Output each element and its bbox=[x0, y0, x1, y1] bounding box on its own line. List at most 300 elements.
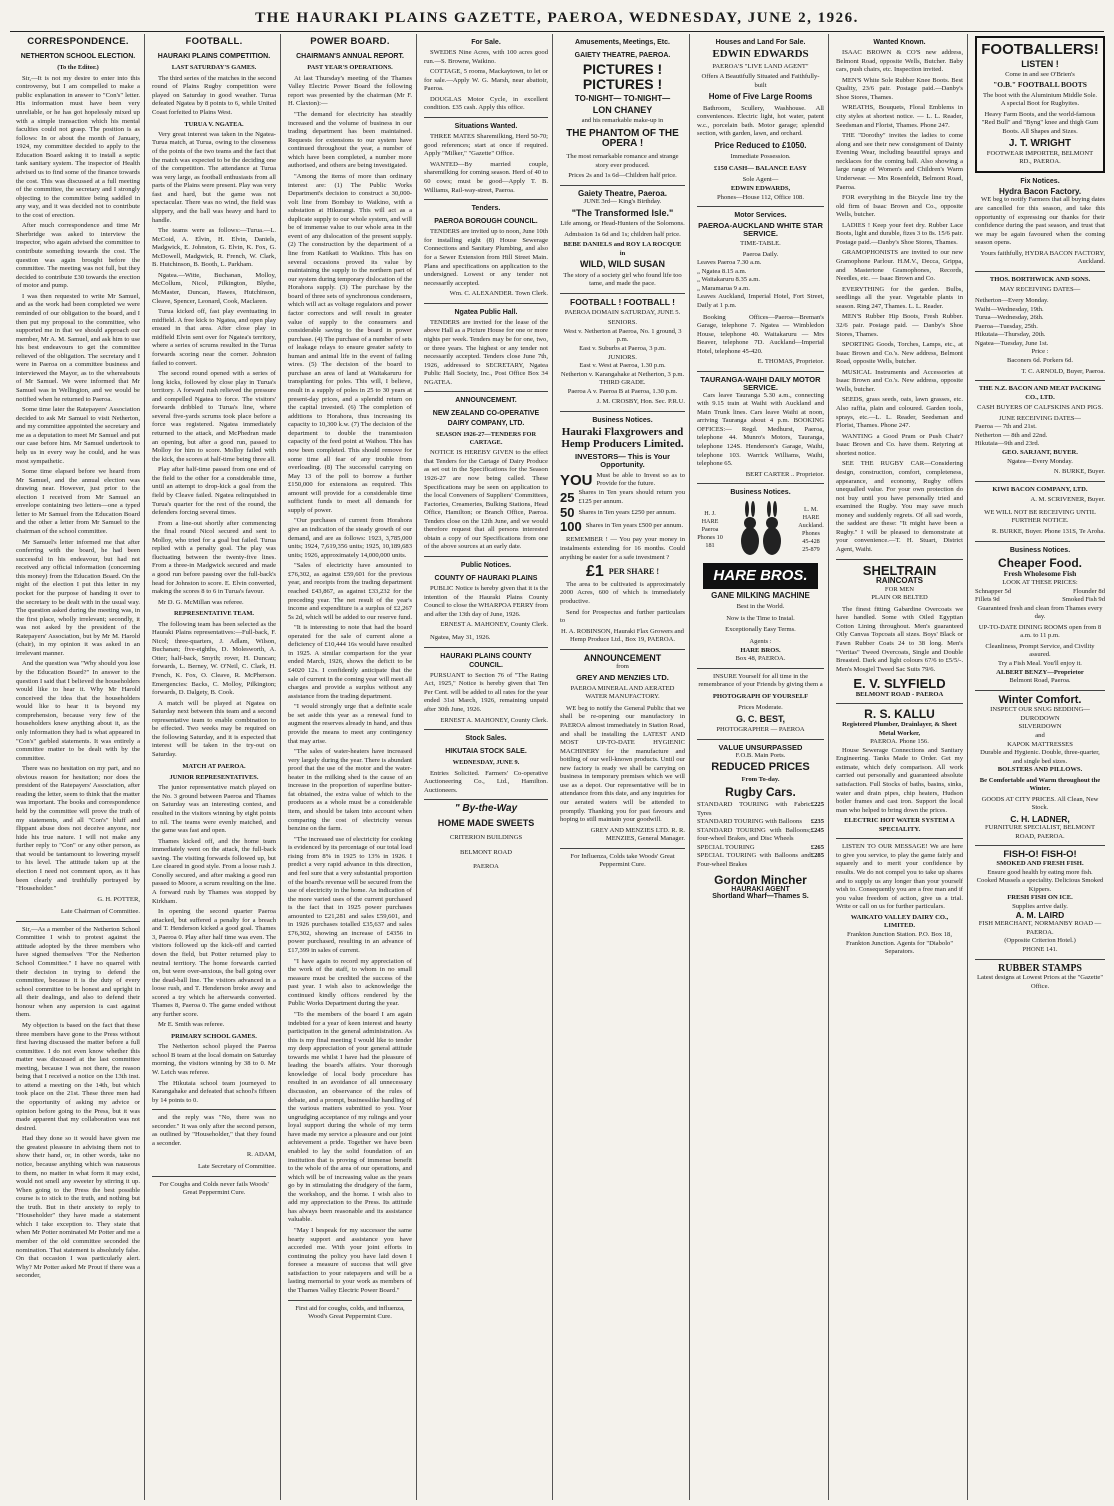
divider bbox=[424, 391, 548, 392]
notice-text: NOTICE IS HEREBY GIVEN to the effect that Tenders for the Cartage of Dairy Produce as set out in the Specifications for the Season 1926-27 are now being called. These Specifications may be seen on application to the local Conveners of Suppliers' Committees, Factories, Creameries, Bulking Stations, Head Office, Hamilton; or Branch Office, Paeroa. Tenders close on the 12th June, and we would therefore request that all persons interested obtain a copy of our Specifications from one of the above sources at an early date. bbox=[424, 449, 548, 551]
ad-title: LISTEN ! bbox=[1021, 58, 1059, 69]
classified-ad: ISAAC BROWN & CO'S new address, Belmont Road, opposite Wells, Butcher. Baby cars, push chairs, etc. Inspection invited. bbox=[836, 49, 963, 74]
classified-ad: WREATHS, Bouquets, Floral Emblems in city styles at shortest notice. — L. L. Reader, Seedsman and Florist, Thames. Phone 247. bbox=[836, 104, 963, 129]
ad-line: FOOTWEAR IMPORTER, BELMONT RD., PAEROA. bbox=[986, 149, 1094, 166]
ad-text: Cars leave Tauranga 5.30 a.m., connecting with 9.15 train at Waihi with Auckland and Main Trunk lines. Cars leave Waihi at noon, arriving Tauranga about 4 p.m. BOOKING OFFICES:— Regd. Medhurst, Paeroa, telephone 44. Munro's Motors, Tauranga, telephone 124S. Henderson's Garage, Waihi, telephone 103. Warrick Williams, Waihi, telephone 65. bbox=[697, 391, 824, 468]
divider bbox=[836, 838, 963, 839]
signature: T. C. ARNOLD, Buyer, Paeroa. bbox=[1021, 367, 1105, 375]
ad-line: HAURAKI AGENT bbox=[731, 886, 790, 894]
timetable-line: Leaves Auckland, Imperial Hotel, Fort Street, Daily at 1 p.m. bbox=[697, 293, 824, 309]
ad-text: WE beg to notify Farmers that all buying dates are cancelled for this season, and take this opportunity of expressing our thanks for their confidence during the past season, and trust that we may be again favoured when the coming season opens. bbox=[975, 196, 1105, 247]
article-title: CHAIRMAN'S ANNUAL REPORT. bbox=[296, 53, 404, 61]
divider bbox=[560, 848, 685, 849]
share-text: Shares in Ten years £250 per annum. bbox=[578, 508, 676, 516]
ad-title: "The Transformed Isle." bbox=[571, 207, 674, 218]
ad-title: Rugby Cars. bbox=[725, 785, 796, 800]
share-text: Shares in Ten years £500 per annum. bbox=[585, 522, 684, 530]
paragraph: Thames kicked off, and the home team immediately went on the attack, the full-back saving. The visiting forwards followed up, but Lee cleared in good style. From a loose rush J. Conolly secured, and after making a good run passed to Moore, a scrum resulting on the line. A forward rush by Thames was stopped by Kirkham. bbox=[152, 837, 276, 905]
ad-title: Hauraki Flaxgrowers and Hemp Producers Limited. bbox=[561, 426, 684, 450]
ad-line: PAEROA. Phone 156. bbox=[870, 738, 929, 746]
car-name: SPECIAL TOURING bbox=[697, 843, 755, 851]
paragraph: Mr D. G. McMillan was referee. bbox=[158, 598, 244, 606]
paragraph: "The sales of water-heaters have increased very largely during the year. There is abundant proof that the use of the motor and the water-heater in the milking shed is the cause of an increase in the proportion of superfine butter-fat obtained, the extra value of which to the producers as a whole must be a considerable item, and should be taken into account when comparing the cost of electricity versus benzine on the farm. bbox=[288, 748, 412, 833]
ad-line: UP-TO-DATE DINING ROOMS open from 8 a.m. to 11 p.m. bbox=[978, 623, 1102, 640]
car-row bbox=[697, 818, 824, 827]
signature: ERNEST A. MAHONEY, County Clerk. bbox=[440, 621, 548, 629]
fish-price-list bbox=[975, 588, 1105, 605]
share-text: Shares in Ten years should return you £125 per annum. bbox=[578, 489, 685, 505]
classified-ad: LADIES ! Keep your feet dry. Rubber Lace Boots, light and durable, fizes 3 to 8s. 15/6 pair. Postage paid.—Danby's Shoe Stores, Thames. bbox=[836, 221, 963, 246]
ad-line: PAEROA MINERAL AND AERATED WATER MANUFACTORY. bbox=[570, 684, 675, 701]
divider bbox=[424, 199, 548, 200]
ad-line: Offers A Beautifully Situated and Faithfully-built bbox=[701, 73, 820, 89]
ad-text: The finest fitting Gabardine Overcoats we have handled. Some with Oiled Egyptian Cotton Lining throughout. Men's guaranteed Oily Canvas Topcoats all sizes. Boys' Black or Fawn Rubber Coats 24 to 38 long. Men's "Veritas" Tweed Overcoats, Single and Double Breasted. Dark and light colours 67/6 to £5/5/-. Men's Mosgiel Tweed Sac Suits 79/6. bbox=[836, 605, 963, 673]
article-subtitle: REPRESENTATIVE TEAM. bbox=[174, 610, 254, 618]
classified-heading: Motor Services. bbox=[734, 212, 787, 220]
ad-text: Booking Offices—Paeroa—Breman's Garage, telephone 7. Ngatea — Wimbledon House, telephone 40. Waitakaruru — Mrs Beaver, telephone 7D. Auckland—Imperial Hotel, telephone 45-420. bbox=[697, 313, 824, 355]
fixture: Netherton v. Karangahake at Netherton, 3 p.m. bbox=[560, 370, 685, 378]
classified-heading: Tenders. bbox=[471, 205, 501, 213]
divider bbox=[152, 1176, 276, 1177]
classified-heading: Amusements, Meetings, Etc. bbox=[575, 39, 670, 46]
ad-line: Cleanliness, Prompt Service, and Civility assured. bbox=[985, 642, 1095, 659]
notice-subtitle: WEDNESDAY, JUNE 9. bbox=[452, 759, 520, 767]
paragraph: The third series of the matches in the second round of Plains Rugby competition were played on Saturday in good weather. Turua defeated Ngatea by 8 points to 6, while United Coast forfeited to Plains West. bbox=[152, 74, 276, 117]
ad-title: ANNOUNCEMENT bbox=[583, 652, 662, 663]
price: £1 bbox=[585, 563, 604, 581]
paragraph: Mr Samuel's letter informed me that after conferring with the board, he had been successful in his endeavour, but had not received any official information (concerning this money) from the Education Board. On the night of the election I put this letter in my pocket for the purpose of handing it over to the secretary to be dealt with in the usual way. The question asked during the meeting was, in the first place, wholly irrelevant; secondly, it was not asked by the president of the Ratepayers' Association, but by Mr M. Harold (chair), in my opinion it was asked in an irrelevant manner. bbox=[16, 538, 140, 657]
paragraph: Play after half-time passed from one end of the field to the other for a considerable time, until an attempt to drop-kick a goal from the field by Cleave failed. Ngatea relinquished in Turua's quarter for the rest of the round, the defenders forcing several times. bbox=[152, 466, 276, 517]
ad-line: F.O.B. Main Ports. bbox=[735, 751, 786, 759]
classified-ad: SWEDES Nine Acres, with 100 acres good run.—S. Browne, Waikino. bbox=[424, 49, 548, 65]
ad-title: RAINCOATS bbox=[876, 576, 923, 586]
price-unit: PER SHARE ! bbox=[608, 567, 660, 577]
timetable-line: „ Ngatea 8.15 a.m. bbox=[697, 267, 747, 275]
ad-line: Must be able to Invest so as to Provide for the future. bbox=[596, 471, 685, 488]
paragraph: The Hikutaia school team journeyed to Karangahake and defeated that school's fifteen by 14 points to 0. bbox=[152, 1079, 276, 1104]
ad-line: PAEROA'S "LIVE LAND AGENT" bbox=[712, 62, 809, 70]
notice-title: HIKUTAIA STOCK SALE. bbox=[445, 748, 527, 756]
classified-ad: SPORTING Goods, Torches, Lamps, etc., at Isaac Brown and Co.'s. New address, Belmont Road, opposite Wells, butcher. bbox=[836, 341, 963, 366]
classified-heading: Business Notices. bbox=[730, 489, 791, 497]
car-name: STANDARD TOURING with Fabric Tyres bbox=[697, 801, 811, 817]
fish-price: Flounder 8d bbox=[1072, 587, 1105, 595]
fish-price: Schnapper 5d bbox=[975, 587, 1012, 595]
paragraph: The teams were as follows:—Turua.—L. McCoid, A. Elvin, H. Elvin, Daniels, Madgwick, E. Johnston, G. Elvin, K. Fox, G. McDowell, Madgwick, R. French, W. Clark, B. Hutchinson, B. Booth, L. Parkham. bbox=[152, 227, 276, 269]
divider bbox=[975, 481, 1105, 482]
paragraph: The following team has been selected as the Hauraki Plains representatives:—Full-back, F. Nicol; three-quarters, J. Adlam, Wilson, Buchanan; five-eighths, D. Molesworth, A. Otter; half-back, Smyth; rover, H. Duncan; forwards, L. Berney, W. O'Neil, C. Clark, H. French, K. Fox, O. Cleave, R. McPherson. Emergencies: Backs, C. Molloy, Pilkington; forwards, D. Dalgety, B. Cook. bbox=[152, 620, 276, 697]
paragraph: My objection is based on the fact that these three members have gone to the Press without first having discussed the matter before a full committee. I do not even know whether this matter was discussed at the last committee meeting, because I was not there, the reason being that I received a notice on the 13th inst. to attend a meeting on the 14th, but which took place on the 21st. These three men had the opportunity of asking my advice or opinion before going to the Press, but it was made apparent that my collaboration was not desired. bbox=[16, 1021, 140, 1132]
divider bbox=[697, 371, 824, 372]
hare-bros-ad bbox=[697, 501, 824, 559]
paragraph: Ngatea.—Witte, Buchanan, Molloy, McCollum, Nicol, Pilkington, Blythe, McMaster, Duncan, Hawes, Hutchinson, Cleave, Spencer, Leonard, Cook, Maclaren. bbox=[152, 271, 276, 305]
signature: Yours faithfully, HYDRA BACON FACTORY, Auckland. bbox=[980, 249, 1105, 266]
ad-line: TIME-TABLE. bbox=[740, 240, 781, 248]
fish-row bbox=[975, 588, 1105, 597]
paragraph: and the reply was "No, there was no seconder." It was only after the second person, as outlined by "Householder," that they found a seconder. bbox=[152, 1114, 276, 1147]
paragraph: "I would strongly urge that a definite scale be set aside this year as a renewal fund to augment the reserves already in hand, and thus provide the means to meet any contingency that may arise. bbox=[288, 703, 412, 745]
ad-line: Ensure good health by eating more fish. bbox=[987, 868, 1093, 876]
ad-line: Ngatea—Every Monday. bbox=[1007, 457, 1073, 465]
ad-line: ALBERT BENZY—Proprietor bbox=[996, 668, 1084, 676]
paragraph: At last Thursday's meeting of the Thames Valley Electric Power Board the following report was presented by the chairman (Mr F. H. Claxton):— bbox=[288, 74, 412, 108]
classified-ad: EVERYTHING for the garden. Bulbs, seedlings all the year. Vegetable plants in season. Ring 247, Thames. L. L. Reader. bbox=[836, 285, 963, 310]
classified-ad: MUSICAL Instruments and Accessories at Isaac Brown and Co.'s. New address, opposite Wells, butcher. bbox=[836, 368, 963, 393]
notice-date: Ngatea, May 31, 1926. bbox=[430, 634, 491, 642]
ad-line: (Opposite Criterion Hotel.) bbox=[1004, 937, 1076, 945]
ad-title: WILD, WILD SUSAN bbox=[580, 259, 665, 270]
rabbit-icon bbox=[730, 501, 792, 559]
ad-line: INSPECT OUR SNUG BEDDING— bbox=[990, 706, 1090, 714]
ad-line: The most remarkable romance and strange story ever produced. bbox=[566, 152, 679, 169]
car-row bbox=[697, 801, 824, 818]
car-name: STANDARD TOURING with Balloons; four-wheel Brakes, and Disc Wheels bbox=[697, 826, 811, 843]
classified-ad: FOR everything in the Bicycle line try the old firm of Isaac Brown and Co., opposite Wells, butcher. bbox=[836, 194, 963, 219]
article-subtitle: (To the Editor.) bbox=[57, 64, 99, 72]
ad-text: LISTEN TO OUR MESSAGE! We are here to give you service, to play the game fairly and squarely and to merit your confidence by results. We do not compel you to take up shares and to supply us any longer than your yourself wish to. Consequently you are a free man and if you value freedom of action, give us a trial. Write or call on us for further particulars. bbox=[836, 843, 963, 911]
ad-title: TAURANGA-WAIHI DAILY MOTOR SERVICE. bbox=[700, 374, 821, 392]
ad-line: From To-day. bbox=[741, 775, 780, 783]
column-power-board bbox=[284, 34, 417, 1500]
ad-line: Come in and see O'Brien's bbox=[1005, 71, 1075, 79]
ad-title: Price Reduced to £1050. bbox=[714, 140, 807, 150]
fixture: SENIORS. bbox=[607, 319, 638, 327]
share-row bbox=[560, 520, 685, 534]
paragraph: After much correspondence and time Mr Sherbridge was asked to interview the inspector, who again advised the committee to contribute something towards the cost. The question was again brought before the committee. The meeting was not full, but they decided to contribute £30 towards the erection of motor and pump. bbox=[16, 222, 140, 290]
ad-line: EDWIN EDWARDS, bbox=[730, 185, 791, 193]
ad-title: PAEROA-AUCKLAND WHITE STAR SERVICE. bbox=[698, 221, 823, 239]
signature: GREY AND MENZIES LTD. R. R. MENZIES, General Manager. bbox=[590, 826, 685, 843]
date-line: Netherton—Every Monday. bbox=[975, 297, 1049, 305]
share-count: 50 bbox=[560, 505, 575, 521]
ad-line: FOR MEN bbox=[884, 585, 915, 593]
filler-ad: For Influenza, Colds take Woods' Great Peppermint Cure. bbox=[570, 852, 675, 869]
paragraph: There was no hesitation on my part, and no obvious reason for hesitation; nor does the president of the Ratepayers' Association, after reading the letter, seem to think that the matter was important. The books and correspondence held by the committee will prove the truth of my statements, and all "Con's" bluff and flippant abuse does not deceive anyone, nor hide his true nature. I will not make any further reply to "Con" or any other person, as that would be tantamount to lowering myself to his level. The attitude taken up at the election I need not comment upon, as it has been clearly and truthfully portrayed by "Householder." bbox=[16, 765, 140, 893]
ad-line: Durable and Hygienic. Double, three-quarter, and single bed sizes. bbox=[980, 749, 1100, 765]
ad-line: Frankton Junction Station. P.O. Box 18, Frankton Junction. Agents for "Diabolo" Separators. bbox=[845, 930, 954, 956]
column-wanted-known bbox=[832, 34, 968, 1500]
you-row bbox=[560, 472, 685, 489]
divider bbox=[424, 303, 548, 304]
ad-line: THE N.Z. BACON AND MEAT PACKING CO., LTD. bbox=[978, 385, 1102, 401]
ad-line: JUNE RECEIVING DATES— bbox=[998, 414, 1082, 422]
paragraph: In opening the second quarter Paeroa attacked, but suffered a penalty for a breach and T. Henderson kicked a good goal. Thames 3, Paeroa 0. Play after half time was even. The visitors followed up the kick-off and carried down the field, but Potter returned play to neutral territory. The home forwards carried on, but were over-anxious, the ball going over the dead-ball line. The visitors advanced in a loose rush, and T. Henderson broke away and scored a try which he afterwards converted. Thames 8, Paeroa 0. The game ended without any further score. bbox=[152, 908, 276, 1018]
ad-title: INVESTORS— This is Your Opportunity. bbox=[574, 452, 671, 470]
ad-line: H. A. ROBINSON, Hauraki Flax Growers and Hemp Produce Ltd., Box 19, PAEROA. bbox=[561, 627, 684, 644]
filler-ad: For Coughs and Colds never fails Woods' Great Peppermint Cure. bbox=[159, 1180, 269, 1197]
classified-heading: Fix Notices. bbox=[1020, 177, 1060, 185]
divider bbox=[697, 739, 824, 740]
ad-line: LOOK AT THESE PRICES: bbox=[1002, 578, 1078, 586]
ad-line: Prices 2s and 1s 6d—Children half price. bbox=[568, 172, 677, 180]
column-amusements bbox=[556, 34, 690, 1500]
signature-title: Late Secretary of Committee. bbox=[198, 1163, 276, 1171]
ad-line: MAY RECEIVING DATES— bbox=[999, 286, 1081, 294]
ad-line: PHONE 141. bbox=[1022, 946, 1058, 954]
paragraph: The Netherton school played the Paeroa school B team at the local domain on Saturday morning, the visitors winning by 38 to 0. Mr W. Leich was referee. bbox=[152, 1043, 276, 1077]
ad-title: FOOTBALL ! FOOTBALL ! bbox=[570, 296, 675, 307]
ad-line: and his remarkable make-up in bbox=[581, 117, 664, 125]
paragraph: Some time later the Ratepayers' Association decided to ask Mr Samuel to visit Netherton, and my committee appointed the secretary and me as a deputation to meet Mr Samuel and put our case before him. Mr Samuel undertook to help us in every way he could, and he was most sympathetic. bbox=[16, 406, 140, 465]
paragraph: "To the members of the board I am again indebted for a year of keen interest and hearty participation in the general administration. As this is my final meeting I would like to tender my deep appreciation of your general attitude towards me whilst I have had the pleasure of leading the board's affairs. Your thorough knowledge of local body procedure has resulted in an avoidance of all unnecessary discussion, an observance of the rules of debate, and a prompt, businesslike handling of the various matters submitted to you. Your ungrudging acceptance of my rulings and your loyal support during the whole of my term have made my service a pleasure and our joint achievement a pride. Together we have been enabled to lay the solid foundation of an institution that is proving of immense benefit to the whole of the area of our operations, and which will be of increasing value as the years go by in stimulating the drudgery of the farm, the workshop, and the home. I wish also to add my appreciation to the Press. Its attitude has always been reasonable and its assistance valuable. bbox=[288, 1010, 412, 1224]
paragraph: Some time elapsed before we heard from Mr Samuel, and the annual election was drawing near. However, just prior to the election I received from Mr Samuel an envelope containing two letters—one a typed letter to Mr Samuel from the Education Board and the other a letter from Mr Samuel to the chairman of the school committee. bbox=[16, 468, 140, 536]
fixture: Paeroa A v. Paeroa B at Paeroa, 1.30 p.m. bbox=[567, 387, 678, 395]
signature: G. H. POTTER, bbox=[97, 895, 140, 903]
share-count: 100 bbox=[560, 518, 582, 534]
divider bbox=[424, 117, 548, 118]
date-line: Hikutaia—Thursday, 20th. bbox=[975, 331, 1046, 339]
article-subtitle: PAST YEAR'S OPERATIONS. bbox=[307, 64, 393, 72]
ad-line: Be Comfortable and Warm throughout the Winter. bbox=[979, 776, 1101, 793]
divider bbox=[975, 271, 1105, 272]
column-football bbox=[148, 34, 281, 1500]
ad-line: Life among, or Head-Hunters of the Solomons. bbox=[560, 220, 685, 228]
paragraph: Sir,—As a member of the Netherton School Committee I wish to protest against the attitude adopted by the three members who have signed themselves "For the Netherton School Committee." I have no quarrel with their decision in trying to defend the committee, because it is the duty of every school committee to be honest and upright in all their dealings, and also to defend their honour when any aspersion is cast against them. bbox=[16, 925, 140, 1019]
signature: R. BURKE, Buyer. Phone 131S, Te Aroha. bbox=[991, 527, 1105, 535]
ad-line: Sole Agent— bbox=[742, 176, 779, 184]
divider bbox=[975, 541, 1105, 542]
classified-ad: SEEDS, grass seeds, oats, lawn grasses, etc. Also raffia, plain and coloured. Garden tools, sprays, etc.—L. L. Reader, Seedsman and Florist, Thames. Phone 247. bbox=[836, 396, 963, 430]
ad-line: BELMONT ROAD bbox=[459, 848, 513, 856]
ad-line: Supplies arrive daily. bbox=[1012, 902, 1068, 910]
column-classifieds bbox=[420, 34, 553, 1500]
classified-heading: For Sale. bbox=[471, 39, 501, 46]
ad-line: DURODOWN bbox=[1020, 714, 1060, 722]
ad-line: L. M. HARE Auckland. Phones 45-428 25-879 bbox=[798, 506, 824, 554]
date-line: Netherton — 8th and 22nd. bbox=[975, 431, 1048, 439]
column-land-motor bbox=[693, 34, 829, 1500]
ad-line: HARE BROS. bbox=[740, 646, 781, 654]
ad-line: H. J. HARE Paeroa Phones 10 181 bbox=[697, 510, 723, 550]
ad-line: from bbox=[616, 663, 629, 671]
ad-line: BEBE DANIELS and ROY LA ROCQUE in bbox=[563, 241, 682, 257]
ad-title: HOME MADE SWEETS bbox=[437, 817, 535, 828]
ad-line: WAIKATO VALLEY DAIRY CO., LIMITED. bbox=[850, 913, 949, 930]
ad-line: ELECTRIC HOT WATER SYSTEM A SPECIALITY. bbox=[844, 817, 955, 833]
article-subtitle: MATCH AT PAEROA. bbox=[182, 762, 246, 770]
notice-title: ANNOUNCEMENT. bbox=[455, 397, 517, 405]
divider bbox=[560, 411, 685, 412]
ad-title: GANE MILKING MACHINE bbox=[711, 590, 810, 600]
ad-title: EDWIN EDWARDS bbox=[712, 48, 809, 61]
timetable-line: „ Maramarua 9 a.m. bbox=[697, 284, 750, 292]
fixture: East v. West at Paeroa, 1.30 p.m. bbox=[579, 362, 666, 370]
article-subtitle: LAST SATURDAY'S GAMES. bbox=[171, 64, 257, 72]
fish-row bbox=[975, 596, 1105, 605]
ad-title: VALUE UNSURPASSED bbox=[718, 742, 803, 752]
paragraph: And the question was "Why should you lose by the Education Board?" In answer to the question I said that I believed the householders would like to hear it. Why Mr Harold conceived the idea that the householders would like to hear it is beyond my comprehension, because very few of the householders knew anything about it, as the only information they had is what appeared in "Con's" garbled statements. It was entirely a committee matter to be dealt with by the committee. bbox=[16, 660, 140, 762]
ad-title: R. S. KALLU bbox=[864, 707, 935, 722]
section-heading: POWER BOARD. bbox=[310, 36, 390, 47]
ad-line: The area to be cultivated is approximately 2000 Acres, 600 of which is immediately productive. bbox=[560, 580, 685, 606]
ad-line: PHOTOGRAPHER — PAEROA bbox=[716, 726, 805, 734]
paragraph: I was then requested to write Mr Samuel, and as the work had been completed we were reminded of our obligation to the board, and I then put my proposal to the committee, who supported me in that we should approach our member, Mr A. M. Samuel, and ask him to use his best endeavours to get the committee relieved of the obligation. The secretary and I were in Paeroa on a committee business and interviewed the Mayor, as to the whereabouts of Mr Samuel. We were informed that Mr Samuel was in Wellington, and we would be notified when he returned to Paeroa. bbox=[16, 292, 140, 403]
ad-text: House Sewerage Connections and Sanitary Engineering. Tanks Made to Order. Get my estimate, which defy comparison. All work carried out personally and guaranteed absolute satisfaction. Full Stocks of baths, basins, sinks, water and drain pipes, chip heaters, Hudson boiler frames and cast iron. Support the local man who helped to bring down the prices. bbox=[836, 746, 963, 814]
ad-line: PAEROA bbox=[473, 863, 499, 871]
notice-text: PUBLIC Notice is hereby given that it is the intention of the Hauraki Plains County Council to close the WHARPOA FERRY from and after the 13th day of June, 1926. bbox=[424, 585, 548, 618]
section-heading: CORRESPONDENCE. bbox=[27, 36, 129, 47]
section-heading: FOOTBALL. bbox=[185, 36, 243, 47]
signature: A. M. SCRIVENER, Buyer. bbox=[1030, 496, 1105, 504]
divider bbox=[560, 185, 685, 186]
ad-line: KIWI BACON COMPANY, LTD. bbox=[992, 485, 1088, 493]
article-subtitle: JUNIOR REPRESENTATIVES. bbox=[169, 773, 259, 781]
ad-line: "O.B." FOOTBALL BOOTS bbox=[993, 79, 1087, 89]
notice-title: NEW ZEALAND CO-OPERATIVE DAIRY COMPANY, LTD. bbox=[432, 410, 540, 427]
divider bbox=[16, 921, 140, 922]
ad-line: THOS. BORTHWICK AND SONS. bbox=[989, 275, 1091, 283]
notice-text: TENDERS are invited for the lease of the above Hall as a Picture House for one or more nights per week. Tenders may be for one, two, or three years. The highest or any tender not necessarily accepted. Tenders close June 7th, 1926, addressed to SECRETARY, Ngatea Public Hall Society, Inc., Post Office Box 34 NGATEA. bbox=[424, 318, 548, 386]
ad-title: Gordon Mincher bbox=[714, 872, 807, 887]
notice-subtitle: SEASON 1926-27—TENDERS FOR CARTAGE. bbox=[435, 430, 537, 446]
ad-line: PHOTOGRAPH OF YOURSELF bbox=[712, 692, 809, 700]
divider bbox=[697, 668, 824, 669]
paragraph: "Sales of electricity have amounted to £76,302, as against £59,601 for the previous year, and receipts from the trading department reached £43,867, as against £33,232 for the preceding year. The net result of the year's income and expenditure is a surplus of £2,267 5s 2d, which will be added to our reserve fund. bbox=[288, 562, 412, 621]
classified-heading: Business Notices. bbox=[592, 416, 653, 424]
divider bbox=[836, 703, 963, 704]
ad-title: YOU bbox=[560, 471, 593, 489]
paragraph: "I have again to record my appreciation of the work of the staff, to whom in no small measure must be credited the success of the past year. I wish also to acknowledge the continued kindly offices rendered by the Public Works Department during the year. bbox=[288, 957, 412, 1008]
ad-line: FRESH FISH ON ICE. bbox=[1007, 894, 1073, 902]
signature-title: Late Chairman of Committee. bbox=[60, 908, 140, 916]
ad-line: LON CHANEY bbox=[592, 104, 653, 115]
classified-ad: THREE MATES Sharemilking, Herd 50-70; good references; start at once if required. Apply "Milker," "Gazette" Office. bbox=[424, 133, 548, 158]
hare-bros-logo: HARE BROS. bbox=[703, 563, 818, 589]
ad-line: WE WILL NOT BE RECEIVING UNTIL FURTHER NOTICE. bbox=[984, 508, 1096, 525]
footballers-ad bbox=[975, 36, 1105, 173]
ad-line: Now is the Time to Instal. bbox=[726, 614, 795, 622]
divider bbox=[424, 799, 548, 800]
ad-line: Try a Fish Meal. You'll enjoy it. bbox=[998, 660, 1082, 668]
ad-line: Send for Prospectus and further particulars to bbox=[560, 608, 685, 625]
notice-text: PURSUANT to Section 76 of "The Rating Act, 1925," Notice is hereby given that Ten Per Cent. will be added to all rates for the year ended 31st March, 1926, remaining unpaid after 30th June, 1926. bbox=[424, 671, 548, 714]
paragraph: "The demand for electricity has steadily increased and the volume of business in our trading department has been maintained. Requests for extensions to our system have continued throughout the year, a number of which have been completed, a number more authorised, and others are being investigated. bbox=[288, 111, 412, 170]
divider bbox=[560, 649, 685, 650]
ad-title: A. M. LAIRD bbox=[1015, 910, 1065, 921]
ad-line: Exceptionally Easy Terms. bbox=[725, 626, 796, 634]
ad-line: Immediate Possession. bbox=[730, 153, 791, 161]
ad-title: REDUCED PRICES bbox=[711, 761, 810, 774]
divider bbox=[697, 206, 824, 207]
classified-ad: DOUGLAS Motor Cycle, in excellent condition. £35 cash. Apply this office. bbox=[424, 95, 548, 112]
paragraph: Turua kicked off, fast play eventuating in midfield. A free kick to Ngatea, and open play ensued in that area. After close play in midfield Elvin sent over for Ngatea's territory, where a series of scrums resulted in the Turua forwards scoring near the corner. Johnston failed to convert. bbox=[152, 308, 276, 367]
divider bbox=[424, 729, 548, 730]
car-price: £285 bbox=[810, 852, 824, 860]
paragraph: A match will be played at Ngatea on Saturday next between this team and a second representative team to enable combination to be effected. Two weeks may be required on the following Saturday, and it is expected that interest will be taken in the try-out on Saturday. bbox=[152, 699, 276, 759]
ad-line: Belmont Road, Paeroa. bbox=[1009, 677, 1071, 685]
masthead: THE HAURAKI PLAINS GAZETTE, PAEROA, WEDNESDAY, JUNE 2, 1926. bbox=[10, 10, 1104, 32]
divider bbox=[152, 1109, 276, 1110]
fixture: East v. Suburbs at Paeroa, 3 p.m. bbox=[579, 345, 666, 353]
ad-line: BOLSTERS AND PILLOWS. bbox=[997, 766, 1083, 774]
ad-title: J. T. WRIGHT bbox=[1008, 138, 1072, 150]
filler-ad: First aid for coughs, colds, and influenza, Wood's Great Peppermint Cure. bbox=[295, 1304, 405, 1321]
paragraph: "May I bespeak for my successor the same hearty support and assistance you have accorded me. With your joint efforts in continuing the policy you have laid down I foresee a measure of success that will give satisfaction to your ratepayers and will be a lasting memorial to your work as members of the Thames Valley Electric Power Board." bbox=[288, 1227, 412, 1294]
ad-text: INSURE Yourself for all time in the remembrance of your Friends by giving them a bbox=[698, 672, 823, 689]
car-price: £225 bbox=[810, 801, 824, 809]
car-price: £245 bbox=[810, 826, 824, 834]
ad-title: G. C. BEST, bbox=[735, 713, 785, 724]
ad-text: Bathroom, Scullery, Washhouse. All conveniences. Electric light, hot water, patent w.c., porcelain bath. Motor garage; splendid section, with garden, lawn, and orchard. bbox=[697, 104, 824, 138]
ad-line: GOODS AT CITY PRICES. All Clean, New Stock. bbox=[981, 795, 1099, 812]
column-notices bbox=[971, 34, 1109, 1500]
article-title: HAURAKI PLAINS COMPETITION. bbox=[157, 53, 271, 61]
paragraph: The second round opened with a series of long kicks, followed by close play in Turua's territory. A forward rush relieved the pressure and compelled Ngatea to force. The visitors' forwards dribbled to Turua's line, where several five-yards scrums took place before a force was registered. Ngatea immediately returned to the attack, and McPhedran made an opening, but after a good run, passed to Molloy for him to score. Molloy failed with the kick, the scores at half-time being three all. bbox=[152, 370, 276, 463]
ad-line: FISH MERCHANT, NORMANBY ROAD — PAEROA. bbox=[978, 920, 1102, 936]
classified-ad: COTTAGE, 5 rooms, Mackaytown, to let or for sale.—Apply W. G. Marsh, near abattoir, Paeroa. bbox=[424, 68, 548, 93]
match-heading: TURUA V. NGATEA. bbox=[184, 120, 244, 128]
signature: J. M. CROSBY, Hon. Sec. P.R.U. bbox=[596, 398, 685, 406]
classified-heading: Public Notices. bbox=[460, 562, 512, 570]
paragraph: "Among the items of more than ordinary interest are: (1) The Public Works Department's decision to construct a 30,000-volt line from Bombay to Waikino, with a substation at Hikurangi. This will act as a duplicate supply to our whole system, and will be of immense value to our whole area in the event of any dislocation of the present supply. (2) The construction by the department of a line from Katikati to Waikino. This has on several occasions proved its value by maintaining the supply to the northern part of our system during temporary dislocation of the Horahora supply. (3) The purchase by the board of three sets of synchronous condensers, which will act as voltage regulators and power factor correctors and will result in greater value of supply to the consumers and considerable saving to the board in power purchase. (4) The purchase of a number of sets of leakage relays to ensure greater safety to human and animal life in the event of failing wires. (5) The decision of the board to purchase an area of land at Waitakaruru for transplanting for poles. This will, I believe, result in a supply of poles in 25 to 30 years at present-day prices, and a splendid return on the capital invested. (6) The completion of additions to Horahora, thus increasing its capacity to 10,300 k.w. (7) The decision of the department to double the transmission capacity of the feed point at Waihou. This has now been completed. This should remove for some time all fear of any trouble from overloading. (8) The successful carrying on May 13 of the poll to borrow a further £150,000 for extensions as required. This amount will provide for a considerable time sufficient funds to meet all demands for supply of power. bbox=[288, 172, 412, 514]
ad-line: GEO. SARJANT, BUYER. bbox=[1002, 449, 1078, 457]
notice-title: PAEROA BOROUGH COUNCIL. bbox=[434, 218, 538, 226]
ad-title: PICTURES ! bbox=[582, 75, 663, 92]
classified-ad: SEE THE RUGBY CAR—Considering design, construction, comfort, completeness, appearance, and economy, Rugby offers unequalled value. For your own protection do not buy until you have personally tried and examined the Rugby. You may save much money and suddenly regrets. Of all sad words, the saddest are these: "It might have been a Rugby." I will be pleased to demonstrate at your convenience.—T. H. Stuart, District Agent, Waihi. bbox=[836, 460, 963, 554]
ad-title: GAIETY THEATRE, PAEROA. bbox=[574, 52, 671, 60]
article-subtitle: PRIMARY SCHOOL GAMES. bbox=[171, 1033, 257, 1041]
ad-line: CRITERION BUILDINGS bbox=[449, 834, 523, 842]
ad-title: Winter Comfort. bbox=[998, 693, 1082, 706]
ad-line: The boot with the Aluminium Middle Sole. A special Boot for Rugbyites. bbox=[982, 91, 1098, 108]
car-name: SPECIAL TOURING with Balloons and Four-wheel Brakes bbox=[697, 852, 811, 868]
divider bbox=[975, 380, 1105, 381]
fixture: JUNIORS. bbox=[608, 353, 637, 361]
signature: Wm. C. ALEXANDER. Town Clerk. bbox=[449, 290, 548, 298]
share-count: 25 bbox=[560, 489, 575, 505]
classified-ad: WANTING a Good Pram or Push Chair? Isaac Brown and Co. have them. Retyring at shortest notice. bbox=[836, 432, 963, 457]
ad-title: Cheaper Food. bbox=[997, 555, 1082, 570]
signature: ERNEST A. MAHONEY, County Clerk. bbox=[440, 716, 548, 724]
paragraph: "The increased use of electricity for cooking is evidenced by its percentage of our total load rising from 8% in 1925 to 13% in 1926. I predict a very rapid advance in this direction, and feel sure that a very substantial proportion of the board's revenue will be secured from the use of electricity in the home. An indication of the more varied uses of the current purchased is the fact that in 1925 power purchases amounted to £21,281 and sales £59,601, and in 1926 purchases totalled £35,637 and sales £76,302, showing an increase of £4356 in power purchased, resulting in an advance of £17,399 in sales of current. bbox=[288, 835, 412, 955]
ad-line: KAPOK MATTRESSES bbox=[1007, 740, 1073, 748]
timetable-line: Leaves Paeroa 7.30 a.m. bbox=[697, 259, 762, 267]
car-row bbox=[697, 827, 824, 844]
ad-line: Guaranteed fresh and clean from Thames every day. bbox=[977, 604, 1103, 621]
article-title: NETHERTON SCHOOL ELECTION. bbox=[20, 53, 136, 61]
date-line: Paeroa — 7th and 21st. bbox=[975, 423, 1037, 431]
ad-line: Registered Plumber, Drainlayer, & Sheet Metal Worker, bbox=[842, 721, 957, 737]
car-price: £235 bbox=[810, 818, 824, 826]
car-name: STANDARD TOURING with Balloons bbox=[697, 818, 802, 826]
paragraph: Mr E. Smith was referee. bbox=[158, 1021, 225, 1029]
classified-heading: Business Notices. bbox=[1009, 546, 1071, 554]
divider bbox=[975, 959, 1105, 960]
ad-title: Home of Five Large Rooms bbox=[708, 92, 813, 102]
signature: N. BURKE, Buyer. bbox=[1053, 468, 1105, 476]
fish-price: Smoked Fish 9d bbox=[1062, 596, 1105, 604]
paragraph: "It is interesting to note that had the board operated for the sale of current alone a deficiency of £10,444 16s would have resulted in 1925. A similar comparison for the year ended March, 1926, shows the deficit to be £4020 12s. I confidently anticipate that the sale of current in the coming year will meet all charges and provide a surplus without any assistance from the trading department. bbox=[288, 624, 412, 700]
ad-line: SILVERDOWN bbox=[1018, 723, 1062, 731]
ad-line: JUNE 3rd— King's Birthday. bbox=[583, 198, 662, 206]
notice-title: HAURAKI PLAINS COUNTY COUNCIL. bbox=[440, 652, 532, 669]
column-correspondence bbox=[12, 34, 145, 1500]
date-line: Hikutaia—9th and 23rd. bbox=[975, 440, 1040, 448]
ad-title: E. V. SLYFIELD bbox=[853, 676, 946, 692]
divider bbox=[975, 845, 1105, 846]
classified-ad: MEN'S Rubber Hip Boots, Fresh Rubber. 32/6 pair. Postage paid. — Danby's Shoe Stores, Thames. bbox=[836, 313, 963, 338]
ad-line: CASH BUYERS OF CALFSKINS AND PIGS. bbox=[976, 404, 1104, 412]
ad-line: PAEROA DOMAIN SATURDAY, JUNE 5. bbox=[564, 308, 681, 316]
divider bbox=[560, 293, 685, 294]
ad-title: FOOTBALLERS! bbox=[981, 41, 1099, 58]
ad-title: PICTURES ! bbox=[582, 61, 663, 78]
classified-ad: GRAMOPHONISTS are invited to our new Gramophone Parlour. H.M.V., Decca, Grippa, and Mastertone Gramophones, Records, Needles, etc. — Isaac Brown and Co. bbox=[836, 249, 963, 283]
car-row bbox=[697, 844, 824, 853]
date-line: Ngatea—Tuesday, June 1st. bbox=[975, 339, 1049, 347]
ad-line: Baconers 6d. Porkers 6d. bbox=[1006, 356, 1074, 364]
ad-line: Best in the World. bbox=[736, 603, 785, 611]
